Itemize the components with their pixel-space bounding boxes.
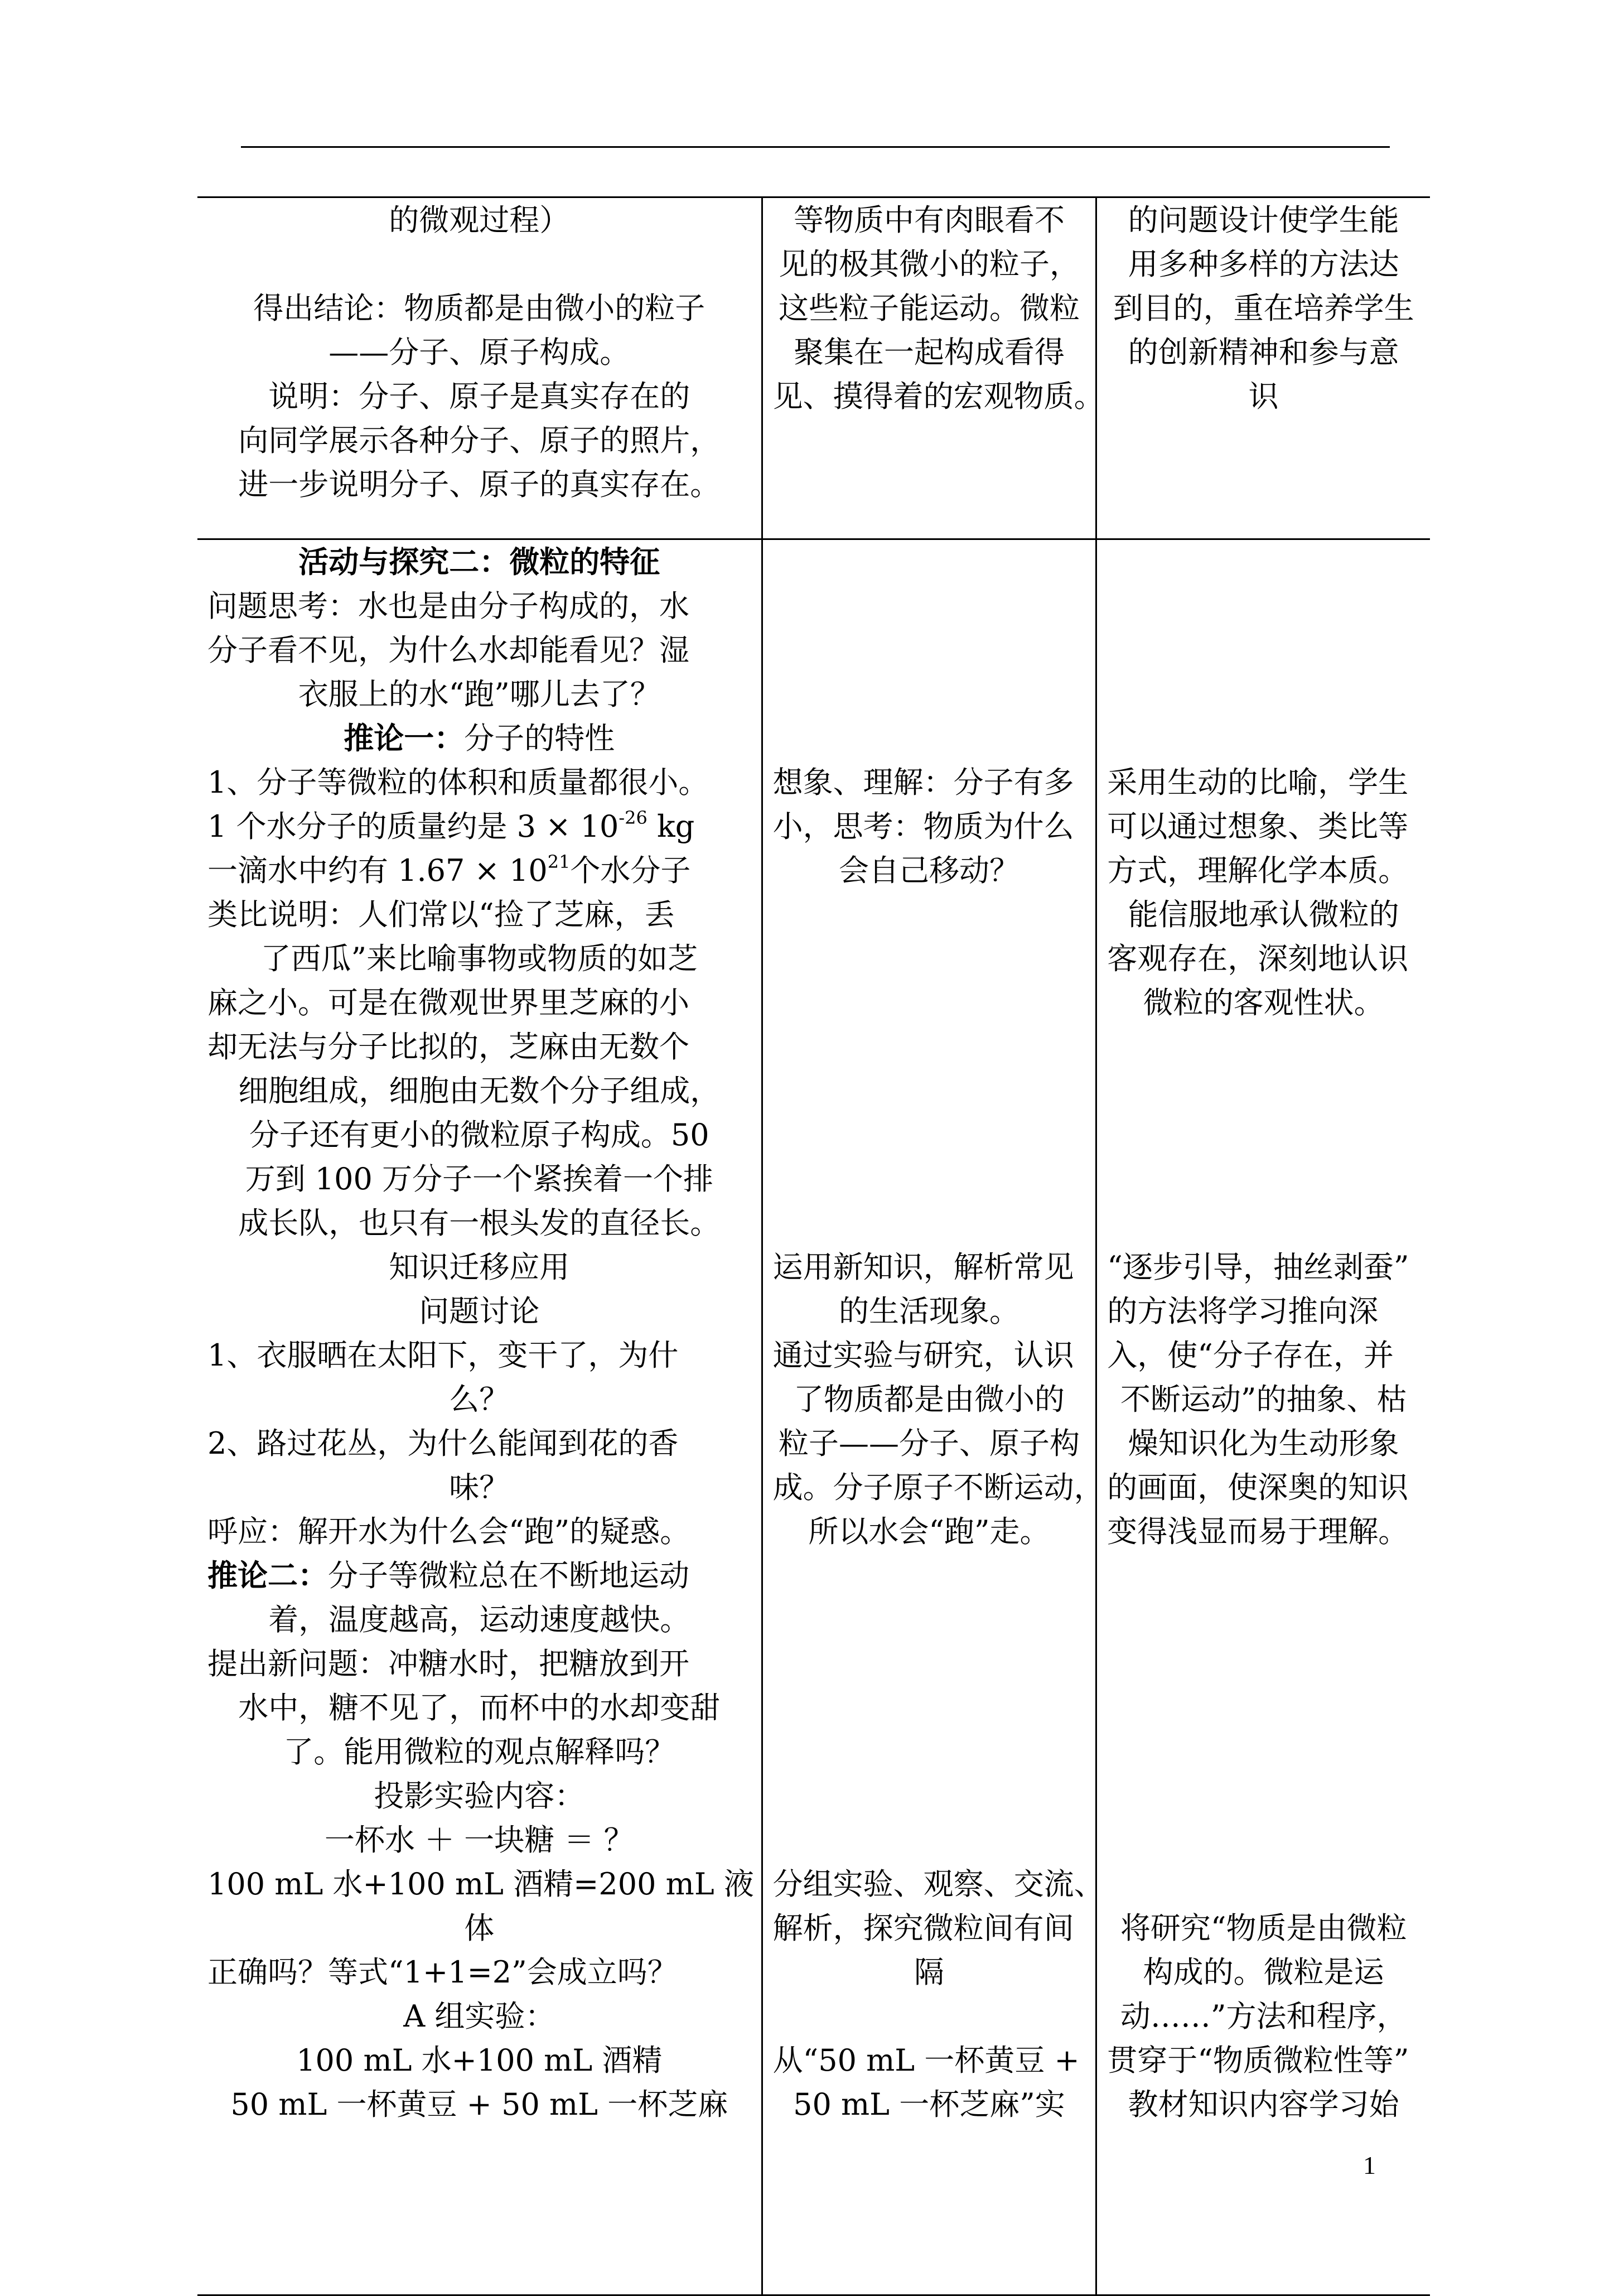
text-line: 100 mL 水+100 mL 酒精 (296, 2043, 663, 2078)
text-line: 从“50 mL 一杯黄豆 + (772, 2043, 1080, 2078)
header-rule (241, 146, 1390, 148)
text-line: 细胞组成，细胞由无数个分子组成， (238, 1073, 721, 1108)
text-line: 的生活现象。 (838, 1294, 1019, 1329)
text-line: 呼应：解开水为什么会“跑”的疑惑。 (207, 1514, 690, 1549)
text-line: 的方法将学习推向深 (1107, 1294, 1379, 1329)
text-line: 了。能用微粒的观点解释吗？ (283, 1734, 675, 1769)
text-line: 投影实验内容： (374, 1778, 585, 1813)
activity-title: 活动与探究二：微粒的特征 (298, 544, 660, 580)
text-line: 方式，理解化学本质。 (1107, 853, 1409, 888)
text-line: 见的极其微小的粒子， (778, 247, 1080, 282)
text-line: 进一步说明分子、原子的真实存在。 (238, 467, 721, 502)
text-line: 聚集在一起构成看得 (793, 335, 1065, 370)
text-line: 隔 (914, 1955, 944, 1990)
text-line: 却无法与分子比拟的，芝麻由无数个 (207, 1029, 689, 1064)
text-line: 味？ (449, 1470, 510, 1505)
text-line: 麻之小。可是在微观世界里芝麻的小 (207, 985, 689, 1020)
inference2-label: 推论二： (207, 1558, 328, 1593)
text-line: 所以水会“跑”走。 (808, 1514, 1050, 1549)
text-line: 说明：分子、原子是真实存在的 (268, 379, 690, 414)
text-line: 50 mL 一杯黄豆 + 50 mL 一杯芝麻 (230, 2087, 728, 2122)
text-line: “逐步引导，抽丝剥蚕” (1107, 1250, 1409, 1285)
text-line: 体 (464, 1911, 495, 1946)
text-line: 小，思考：物质为什么 (772, 809, 1074, 844)
text-line: 提出新问题：冲糖水时，把糖放到开 (207, 1646, 689, 1681)
mass-line (207, 804, 751, 848)
text-line: 贯穿于“物质微粒性等” (1107, 2043, 1409, 2078)
text-line: 教材知识内容学习始 (1128, 2087, 1399, 2122)
row1-intent-cell (1096, 197, 1430, 539)
equation-line: 100 mL 水+100 mL 酒精=200 mL 液 (207, 1866, 754, 1902)
text-line: 类比说明：人们常以“捡了芝麻，丢 (207, 897, 675, 932)
text-line: 动……”方法和程序， (1120, 1999, 1407, 2034)
mass-unit: kg (657, 809, 695, 844)
text-line: 运用新知识，解析常见 (772, 1250, 1074, 1285)
text-line: 的画面，使深奥的知识 (1107, 1470, 1409, 1505)
text-line: 1、衣服晒在太阳下，变干了，为什 (207, 1338, 679, 1373)
section-title: 问题讨论 (419, 1294, 540, 1329)
text-line: A 组实验： (403, 1999, 555, 2034)
count-exponent: 21 (547, 851, 571, 872)
text-line: 衣服上的水“跑”哪儿去了？ (298, 677, 660, 712)
text-line: 识 (1248, 379, 1279, 414)
row2-student-cell (762, 539, 1104, 2295)
text-line: 燥知识化为生动形象 (1128, 1426, 1399, 1461)
text-line: 想象、理解：分子有多 (772, 765, 1074, 800)
text-line: 成长队，也只有一根头发的直径长。 (238, 1205, 721, 1241)
mass-prefix: 1 个水分子的质量约是 3 × 10 (207, 809, 619, 844)
text-line: 成。分子原子不断运动， (772, 1470, 1104, 1505)
text-line: 了物质都是由微小的 (793, 1382, 1065, 1417)
row2-activity-cell (197, 539, 762, 2295)
text-line: 了西瓜”来比喻事物或物质的如芝 (260, 941, 698, 976)
row1-activity-cell (197, 197, 762, 539)
text-line: 构成的。微粒是运 (1143, 1955, 1384, 1990)
text-line: 等物质中有肉眼看不 (793, 202, 1065, 238)
text-line: 正确吗？等式“1+1=2”会成立吗？ (207, 1955, 678, 1990)
text-line: 采用生动的比喻，学生 (1107, 765, 1409, 800)
text-line: 万到 100 万分子一个紧挨着一个排 (245, 1161, 713, 1197)
text-line: 见、摸得着的宏观物质。 (772, 379, 1104, 414)
count-prefix: 一滴水中约有 1.67 × 10 (207, 853, 548, 888)
text-line: 入，使“分子存在，并 (1107, 1338, 1394, 1373)
text-line: 分子还有更小的微粒原子构成。50 (249, 1117, 709, 1152)
text-line: 分组实验、观察、交流、 (772, 1866, 1104, 1902)
equation-line: 一杯水 ＋ 一块糖 ＝ ？ (324, 1822, 634, 1858)
text-line: 能信服地承认微粒的 (1128, 897, 1399, 932)
section-title: 知识迁移应用 (389, 1250, 570, 1285)
text-line: 问题思考：水也是由分子构成的，水 (207, 589, 689, 624)
row1-student-cell (762, 197, 1104, 539)
count-line (207, 848, 751, 893)
text-line: 微粒的客观性状。 (1143, 985, 1384, 1020)
text-line: 这些粒子能运动。微粒 (778, 291, 1080, 326)
mass-exponent: -26 (618, 807, 647, 828)
text-line: 客观存在，深刻地认识 (1107, 941, 1409, 976)
text-line: 可以通过想象、类比等 (1107, 809, 1409, 844)
text-line: 50 mL 一杯芝麻”实 (793, 2087, 1065, 2122)
text-line: 么？ (449, 1382, 510, 1417)
text-line: 着，温度越高，运动速度越快。 (268, 1602, 690, 1637)
text-line: 的创新精神和参与意 (1128, 335, 1399, 370)
text-line: 分子看不见，为什么水却能看见？湿 (207, 633, 689, 668)
text-line: 的问题设计使学生能 (1128, 202, 1399, 238)
text-line: 1、分子等微粒的体积和质量都很小。 (207, 765, 709, 800)
text-line: 向同学展示各种分子、原子的照片， (238, 423, 721, 458)
table-row (197, 197, 1430, 539)
inference1-text: 分子的特性 (464, 721, 615, 756)
text-line: 用多种多样的方法达 (1128, 247, 1399, 282)
row2-intent-cell (1096, 539, 1430, 2295)
text-line: 会自己移动？ (838, 853, 1019, 888)
text-line: 解析，探究微粒间有间 (772, 1911, 1074, 1946)
page-number: 1 (1363, 2151, 1376, 2179)
text-line: 将研究“物质是由微粒 (1120, 1911, 1407, 1946)
text-line: 到目的，重在培养学生 (1113, 291, 1414, 326)
inference2-text: 分子等微粒总在不断地运动 (328, 1558, 689, 1593)
inference1-heading (207, 716, 751, 760)
text-line: 2、路过花丛，为什么能闻到花的香 (207, 1426, 679, 1461)
table-row (197, 539, 1430, 2295)
text-line: 不断运动”的抽象、枯 (1120, 1382, 1407, 1417)
text-line: ——分子、原子构成。 (328, 335, 630, 370)
text-line: 通过实验与研究，认识 (772, 1338, 1074, 1373)
text-line: 水中，糖不见了，而杯中的水却变甜 (238, 1690, 721, 1725)
text-line: 得出结论：物质都是由微小的粒子 (253, 291, 705, 326)
text-line: 粒子——分子、原子构 (778, 1426, 1080, 1461)
inference1-label: 推论一： (344, 721, 465, 756)
text-line: 变得浅显而易于理解。 (1107, 1514, 1409, 1549)
inference2-line (207, 1554, 751, 1598)
count-suffix: 个水分子 (570, 853, 691, 888)
spacer (207, 242, 751, 286)
lesson-table (197, 196, 1430, 2296)
text-line: 的微观过程） (389, 202, 570, 238)
